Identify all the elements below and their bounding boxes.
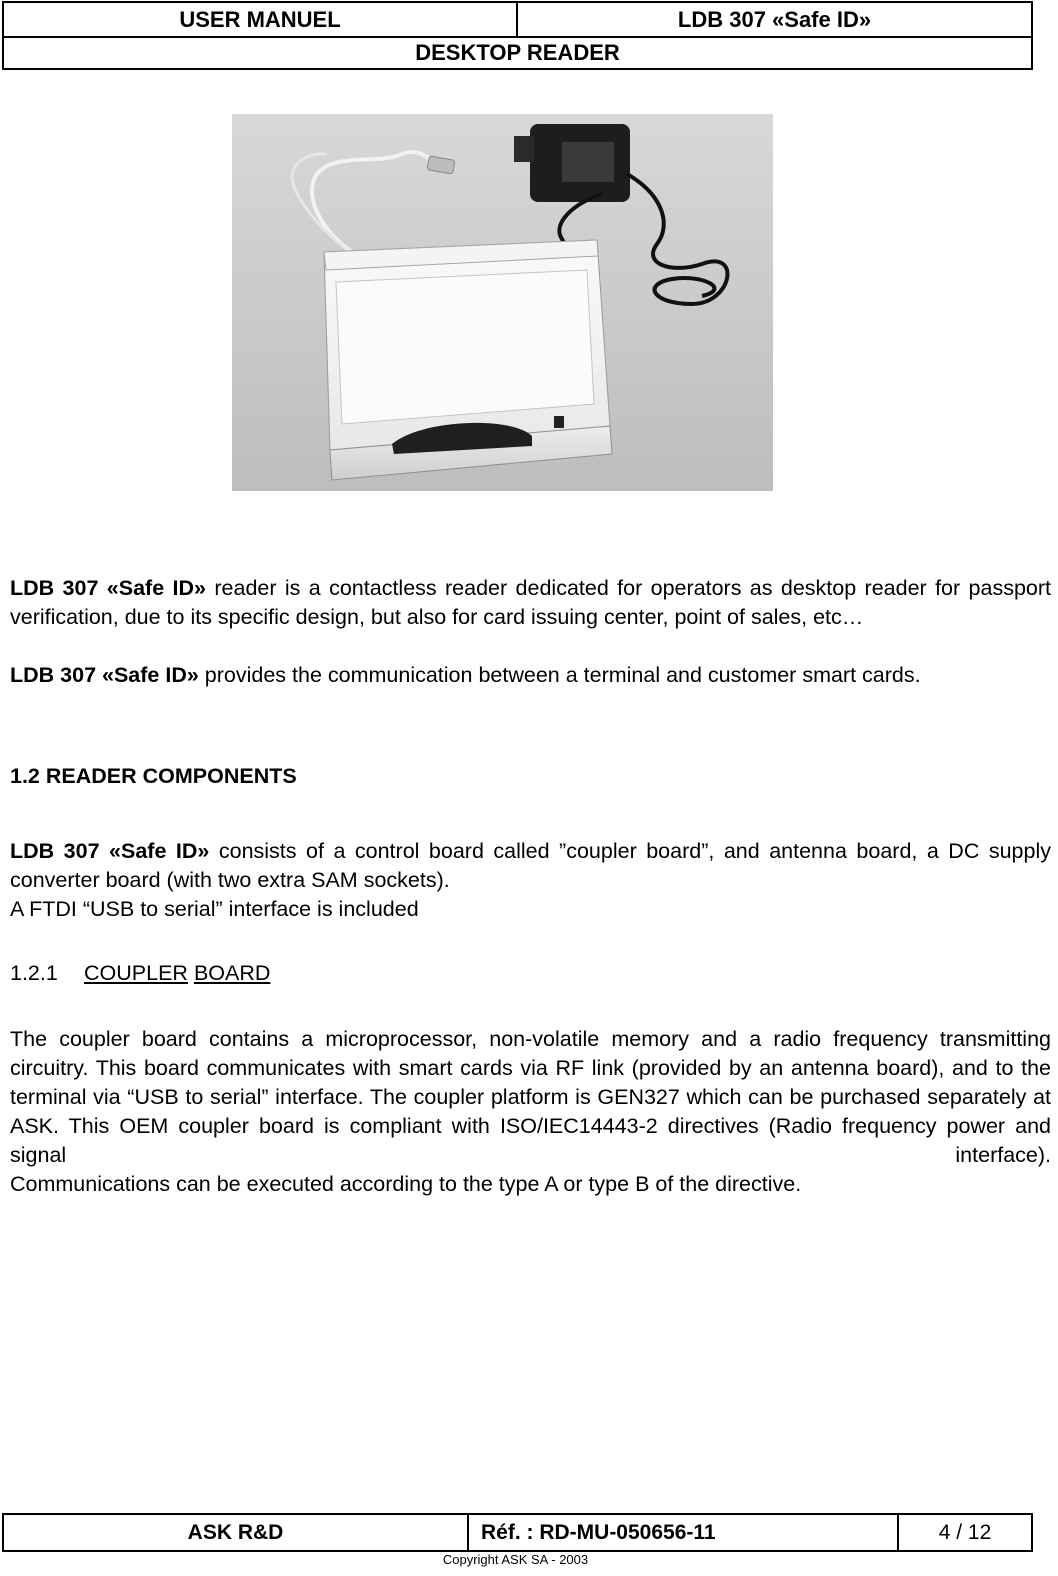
footer-reference: Réf. : RD-MU-050656-11 [469,1515,899,1550]
section-title: READER COMPONENTS [45,764,297,788]
subsection-title-word-1: COUPLER [84,961,188,985]
intro-product-name-2: LDB 307 «Safe ID» [10,663,199,687]
header-top-row [4,3,1031,38]
components-paragraph [10,837,1051,895]
header-product-category: DESKTOP READER [415,40,620,65]
footer-company: ASK R&D [4,1515,469,1550]
product-photo [232,114,773,491]
subsection-heading [10,961,270,986]
coupler-text-last: Communications can be executed according to the type A or type B of the directive. [10,1172,802,1196]
intro-text-1: reader is a contactless reader dedicated for operators as desktop reader for passport verification, due to its specific design, but also for card issuing center, point of sales, etc… [10,576,1051,629]
footer-page-number: 4 / 12 [938,1520,992,1544]
intro-text-2: provides the communication between a terminal and customer smart cards. [198,663,921,687]
footer-copyright: Copyright ASK SA - 2003 [442,1552,589,1567]
coupler-text: The coupler board contains a microprocessor, non-volatile memory and a radio frequency transmitting circuitry. This board communicates with smart cards via RF link (provided by an antenna board), and to the terminal via “USB to serial” interface. The coupler platform is GEN327 which can be purchased separately at ASK. This OEM coupler board is compliant with ISO/IEC14443-2 directives (Radio frequency power and signal interface). [10,1027,1051,1167]
header-doc-type: USER MANUEL [4,3,518,36]
header-bottom-row [4,38,1031,68]
components-text: consists of a control board called ”coupler board”, and antenna board, a DC supply converter board (with two extra SAM sockets). [10,839,1052,892]
section-heading [10,764,297,789]
intro-paragraph-2 [10,661,1051,690]
subsection-number: 1.2.1 [10,961,58,985]
page-footer [2,1513,1033,1552]
intro-product-name-1: LDB 307 «Safe ID» [10,576,206,600]
product-photo-illustration [232,114,773,491]
coupler-paragraph [10,1025,1051,1170]
subsection-title-word-2: BOARD [193,961,271,985]
coupler-paragraph-last [10,1170,1051,1199]
section-number: 1.2 [10,764,40,788]
components-usb-text: A FTDI “USB to serial” interface is included [10,897,419,921]
components-product-name: LDB 307 «Safe ID» [10,839,210,863]
components-line-2 [10,895,1051,924]
page-header [2,1,1033,70]
header-product-name: LDB 307 «Safe ID» [677,6,872,32]
intro-paragraph-1 [10,574,1051,632]
